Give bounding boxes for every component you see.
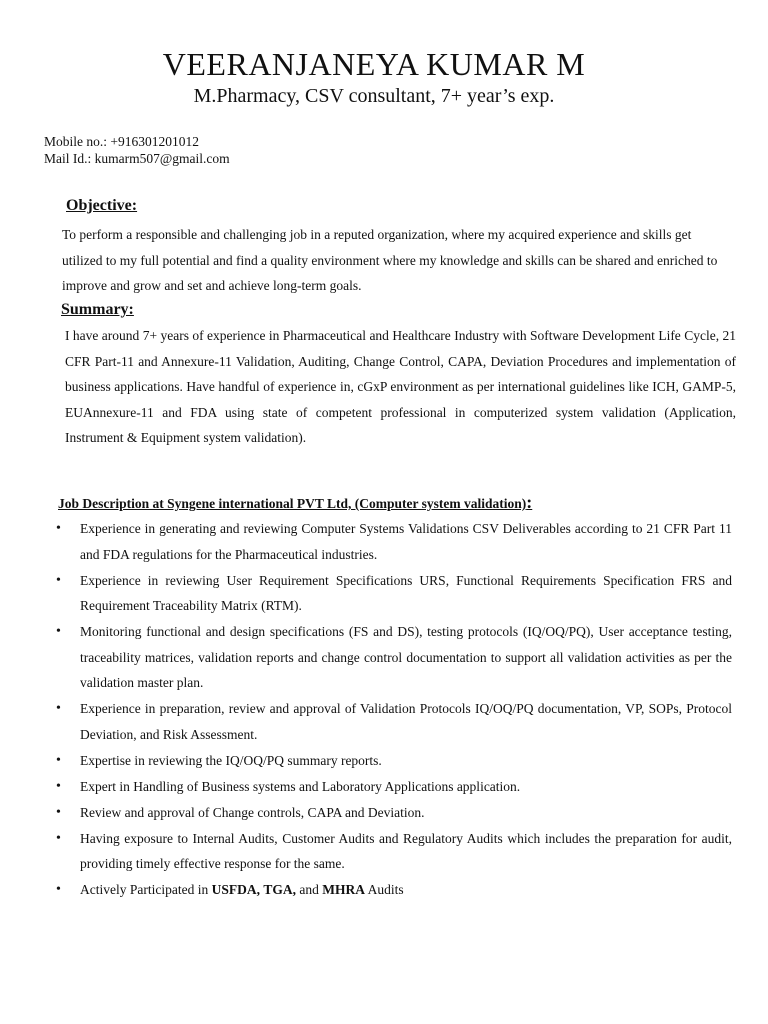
- list-item: • Monitoring functional and design specifications (FS and DS), testing protocols (IQ/OQ/PQ), User acceptance testing, traceability matrices, validation reports and change control documentation to support all validation activities as per the validation master plan.: [48, 619, 732, 696]
- email-address: Mail Id.: kumarm507@gmail.com: [44, 151, 230, 166]
- tga-text: TGA,: [263, 882, 296, 897]
- summary-text: I have around 7+ years of experience in Pharmaceutical and Healthcare Industry with Software Development Life Cycle, 21 CFR Part-11 and Annexure-11 Validation, Auditing, Change Control, CAPA, Deviation Procedures and implementation of business applications. Have handful of experience in, cGxP environment as per international guidelines like ICH, GAMP-5, EUAnnexure-11 and FDA using state of competent professional in computerized system validation (Application, Instrument & Equipment system validation).: [65, 328, 736, 445]
- audits-prefix: Actively Participated in: [80, 882, 212, 897]
- list-item: • Expertise in reviewing the IQ/OQ/PQ summary reports.: [48, 748, 732, 774]
- audits-suffix: Audits: [365, 882, 404, 897]
- mobile-number: Mobile no.: +916301201012: [44, 134, 199, 149]
- audits-and: and: [296, 882, 323, 897]
- job-description-heading: [58, 492, 532, 513]
- job-bullet-list: [48, 516, 732, 903]
- candidate-name: VEERANJANEYA KUMAR M: [162, 46, 586, 82]
- objective-heading: Objective:: [66, 197, 138, 214]
- list-item: • Having exposure to Internal Audits, Customer Audits and Regulatory Audits which includes the preparation for audit, providing timely effective response for the same.: [48, 826, 732, 877]
- list-item: • Experience in reviewing User Requirement Specifications URS, Functional Requirements Specification FRS and Requirement Traceability Matrix (RTM).: [48, 568, 732, 619]
- list-item: • Experience in generating and reviewing Computer Systems Validations CSV Deliverables according to 21 CFR Part 11 and FDA regulations for the Pharmaceutical industries.: [48, 516, 732, 567]
- mhra-text: MHRA: [322, 882, 365, 897]
- objective-text: To perform a responsible and challenging job in a reputed organization, where my acquired experience and skills get utilized to my full potential and find a quality environment where my knowledge and skills can be shared and enriched to improve and grow and set and achieve long-term goals.: [62, 227, 718, 293]
- usfda-text: USFDA,: [211, 882, 260, 897]
- list-item-audits: [48, 877, 732, 903]
- list-item: • Experience in preparation, review and approval of Validation Protocols IQ/OQ/PQ documentation, VP, SOPs, Protocol Deviation, and Risk Assessment.: [48, 696, 732, 747]
- list-item: • Expert in Handling of Business systems and Laboratory Applications application.: [48, 774, 732, 800]
- candidate-subtitle: M.Pharmacy, CSV consultant, 7+ year’s exp.: [193, 85, 555, 107]
- job-heading-colon: :: [526, 492, 533, 512]
- summary-heading: Summary:: [61, 301, 134, 318]
- job-heading-text: Job Description at Syngene international PVT Ltd, (Computer system validation): [58, 496, 527, 511]
- list-item: • Review and approval of Change controls, CAPA and Deviation.: [48, 800, 732, 826]
- contact-block: [44, 133, 230, 167]
